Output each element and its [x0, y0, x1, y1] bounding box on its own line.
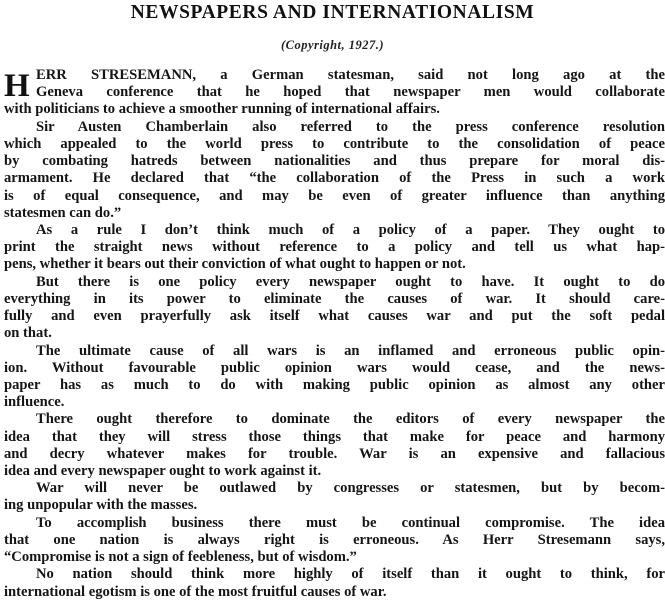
text-line: is of equal consequence, and may be even of greater influence than anything	[4, 187, 665, 204]
text-line: on that.	[4, 325, 52, 342]
text-line: armament. He declared that “the collaboration of the Press in such a work	[4, 170, 665, 187]
text-line: To accomplish business there must be continual compromise. The idea	[36, 514, 665, 531]
text-line: influence.	[4, 394, 65, 411]
text-line: War will never be outlawed by congresses or statesmen, but by becom-	[36, 480, 665, 497]
text-line: As a rule I don’t think much of a policy of a paper. They ought to	[36, 221, 665, 238]
article-headline: NEWSPAPERS AND INTERNATIONALISM	[130, 2, 535, 23]
text-line: ion. Without favourable public opinion wars would cease, and the news-	[4, 359, 665, 376]
text-line: international egotism is one of the most fruitful causes of war.	[4, 583, 387, 600]
text-line: Sir Austen Chamberlain also referred to the press conference resolution	[36, 118, 665, 135]
text-line: statesmen can do.”	[4, 204, 122, 221]
text-line: print the straight news without reference to a policy and tell us what hap-	[4, 239, 665, 256]
text-line: by combating hatreds between nationalities and thus prepare for moral dis-	[4, 153, 665, 170]
article-body	[4, 67, 665, 601]
text-line: idea and every newspaper ought to work against it.	[4, 463, 322, 480]
text-line: Geneva conference that he hoped that newspaper men would collaborate	[36, 84, 665, 101]
text-line: But there is one policy every newspaper ought to have. It ought to do	[36, 273, 665, 290]
text-line: fully and even prayerfully ask itself what causes war and put the soft pedal	[4, 308, 665, 325]
text-line: that one nation is always right is erroneous. As Herr Stresemann says,	[4, 531, 665, 548]
copyright-notice: (Copyright, 1927.)	[280, 38, 385, 52]
text-line: “Compromise is not a sign of feebleness, but of wisdom.”	[4, 549, 357, 566]
text-line: with politicians to achieve a smoother running of international affairs.	[4, 101, 440, 118]
text-line: No nation should think more highly of itself than it ought to think, for	[36, 566, 665, 583]
text-line: ing unpopular with the masses.	[4, 497, 198, 514]
text-line: and decry whatever makes for trouble. War is an expensive and fallacious	[4, 445, 665, 462]
text-line: ERR STRESEMANN, a German statesman, said not long ago at the	[36, 67, 665, 83]
text-line: which appealed to the world press to contribute to the consolidation of peace	[4, 135, 665, 152]
text-line: pens, whether it bears out their conviction of what ought to happen or not.	[4, 256, 466, 273]
text-line: idea that they will stress those things that make for peace and harmony	[4, 428, 665, 445]
text-line: everything in its power to eliminate the causes of war. It should care-	[4, 290, 665, 307]
drop-cap: H	[4, 68, 30, 104]
text-line: paper has as much to do with making public opinion as almost any other	[4, 376, 665, 393]
text-line: There ought therefore to dominate the editors of every newspaper the	[36, 411, 665, 428]
text-line: The ultimate cause of all wars is an inflamed and erroneous public opin-	[36, 342, 665, 359]
